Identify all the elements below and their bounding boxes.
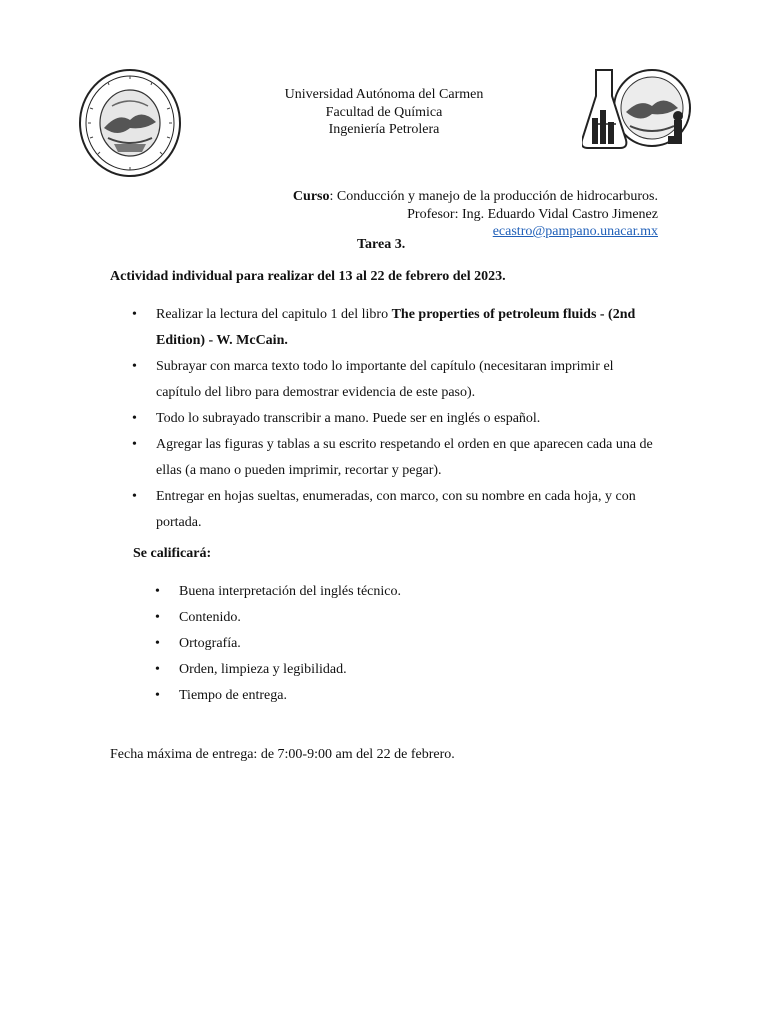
book-title: The properties of petroleum fluids - (2nd Edition) - W. McCain.: [156, 307, 636, 348]
assignment-title: Tarea 3.: [357, 237, 406, 252]
professor-line: Profesor: Ing. Eduardo Vidal Castro Jimenez: [407, 206, 658, 222]
course-info: [293, 188, 658, 241]
professor-email-link[interactable]: ecastro@pampano.unacar.mx: [492, 224, 658, 239]
task-text: Realizar la lectura del capitulo 1 del libro: [156, 307, 392, 322]
faculty-name: Facultad de Química: [325, 104, 443, 120]
bullet-icon: •: [132, 307, 137, 322]
university-seal-icon: [78, 68, 182, 178]
course-name: : Conducción y manejo de la producción de hidrocarburos.: [329, 189, 658, 204]
bullet-icon: •: [155, 688, 160, 703]
faculty-chemistry-seal-icon: [582, 62, 694, 162]
bullet-icon: •: [132, 489, 137, 504]
list-item: [110, 354, 660, 406]
list-item: [110, 302, 660, 354]
criterion-text: Tiempo de entrega.: [179, 688, 287, 703]
list-item: [133, 605, 553, 631]
task-text: Entregar en hojas sueltas, enumeradas, con marco, con su nombre en cada hoja, y con portada.: [156, 489, 636, 530]
criterion-text: Buena interpretación del inglés técnico.: [179, 584, 401, 599]
criterion-text: Contenido.: [179, 610, 241, 625]
deadline-text: Fecha máxima de entrega: de 7:00-9:00 am del 22 de febrero.: [110, 747, 455, 762]
list-item: [110, 432, 660, 484]
list-item: [133, 579, 553, 605]
course-line: [293, 188, 658, 206]
bullet-icon: •: [155, 610, 160, 625]
criterion-text: Orden, limpieza y legibilidad.: [179, 662, 347, 677]
list-item: [110, 406, 660, 432]
task-text: Subrayar con marca texto todo lo importante del capítulo (necesitaran imprimir el capítulo del libro para demostrar evidencia de este paso).: [156, 359, 614, 400]
task-list: [110, 302, 660, 536]
bullet-icon: •: [132, 437, 137, 452]
course-label: Curso: [292, 189, 330, 204]
list-item: [133, 631, 553, 657]
list-item: [133, 657, 553, 683]
bullet-icon: •: [132, 359, 137, 374]
activity-statement: Actividad individual para realizar del 13 al 22 de febrero del 2023.: [110, 269, 506, 284]
list-item: [133, 683, 553, 709]
task-text: Agregar las figuras y tablas a su escrito respetando el orden en que aparecen cada una de ellas (a mano o pueden imprimir, recortar y pegar).: [156, 437, 653, 478]
program-name: Ingeniería Petrolera: [328, 122, 440, 137]
institution-header: [200, 86, 568, 139]
grading-title: Se calificará:: [133, 546, 212, 561]
bullet-icon: •: [155, 636, 160, 651]
bullet-icon: •: [132, 411, 137, 426]
bullet-icon: •: [155, 662, 160, 677]
list-item: [110, 484, 660, 536]
bullet-icon: •: [155, 584, 160, 599]
criterion-text: Ortografía.: [179, 636, 241, 651]
task-text: Todo lo subrayado transcribir a mano. Puede ser en inglés o español.: [156, 411, 541, 426]
grading-criteria-list: [133, 579, 553, 709]
university-name: Universidad Autónoma del Carmen: [284, 87, 484, 102]
